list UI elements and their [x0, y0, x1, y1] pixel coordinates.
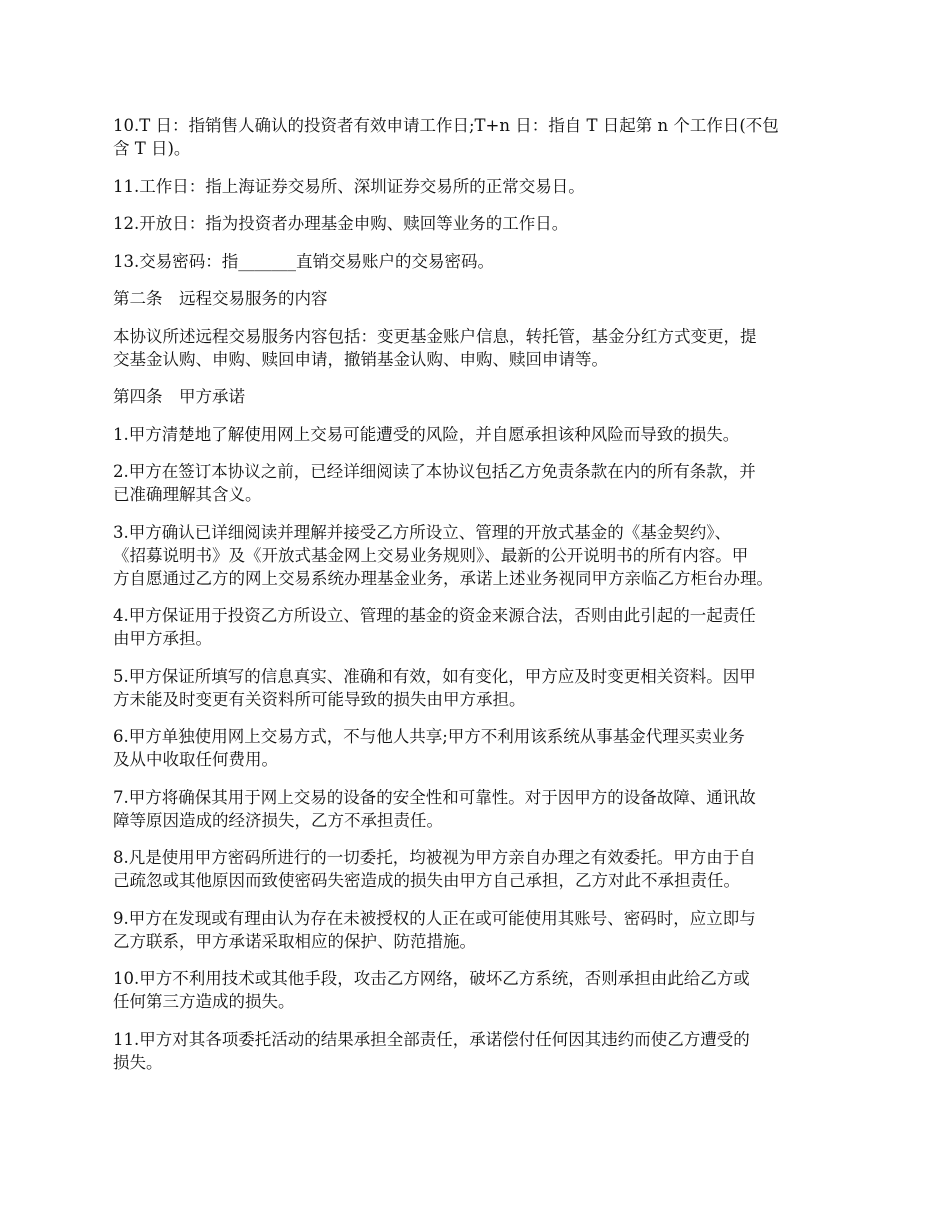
text-line: 6.甲方单独使用网上交易方式，不与他人共享;甲方不利用该系统从事基金代理买卖业务	[113, 727, 745, 746]
text-line: 7.甲方将确保其用于网上交易的设备的安全性和可靠性。对于因甲方的设备故障、通讯故	[113, 787, 756, 807]
text-line: 己疏忽或其他原因而致使密码失密造成的损失由甲方自己承担，乙方对此不承担责任。	[113, 871, 740, 890]
text-line: 第二条 远程交易服务的内容	[113, 289, 328, 308]
service-content-paragraph	[113, 325, 850, 371]
text-line: 3.甲方确认已详细阅读并理解并接受乙方所设立、管理的开放式基金的《基金契约》、	[113, 522, 731, 542]
definition-trading-password	[113, 250, 850, 273]
text-line: 损失。	[113, 1052, 163, 1072]
text-line: 4.甲方保证用于投资乙方所设立、管理的基金的资金来源合法，否则由此引起的一起责任	[113, 606, 756, 625]
text-line: 9.甲方在发现或有理由认为存在未被授权的人正在或可能使用其账号、密码时，应立即与	[113, 908, 756, 928]
text-line: 方未能及时变更有关资料所可能导致的损失由甲方承担。	[113, 689, 526, 709]
text-line: 已准确理解其含义。	[113, 485, 262, 504]
text-line: 13.交易密码：指_______直销交易账户的交易密码。	[113, 251, 494, 271]
text-line: 10.T 日：指销售人确认的投资者有效申请工作日;T+n 日：指自 T 日起第 n 个工作日(不包	[113, 116, 779, 135]
text-line: 2.甲方在签订本协议之前，已经详细阅读了本协议包括乙方免责条款在内的所有条款，并	[113, 462, 756, 481]
text-line: 本协议所述远程交易服务内容包括：变更基金账户信息，转托管，基金分红方式变更，提	[113, 326, 757, 346]
text-line: 含 T 日)。	[113, 139, 191, 158]
commitment-item-2	[113, 460, 850, 506]
text-line: 11.甲方对其各项委托活动的结果承担全部责任，承诺偿付任何因其违约而使乙方遭受的	[113, 1029, 750, 1049]
text-line: 乙方联系，甲方承诺采取相应的保护、防范措施。	[113, 931, 476, 951]
text-line: 由甲方承担。	[113, 629, 212, 648]
commitment-item-6	[113, 725, 850, 771]
commitment-item-7	[113, 786, 850, 832]
text-line: 第四条 甲方承诺	[113, 387, 245, 406]
definition-working-day	[113, 175, 850, 198]
commitment-item-11	[113, 1028, 850, 1074]
commitment-item-9	[113, 907, 850, 953]
commitment-item-10	[113, 967, 850, 1013]
commitment-item-3	[113, 521, 850, 590]
text-line: 及从中收取任何费用。	[113, 750, 278, 769]
text-line: 障等原因造成的经济损失，乙方不承担责任。	[113, 810, 443, 830]
definition-t-day	[113, 114, 850, 160]
section-heading-article-4	[113, 385, 850, 408]
text-line: 方自愿通过乙方的网上交易系统办理基金业务，承诺上述业务视同甲方亲临乙方柜台办理。	[113, 568, 773, 588]
text-line: 交基金认购、申购、赎回申请，撤销基金认购、申购、赎回申请等。	[113, 349, 608, 369]
section-heading-article-2	[113, 287, 850, 310]
commitment-item-5	[113, 665, 850, 711]
text-line: 11.工作日：指上海证券交易所、深圳证券交易所的正常交易日。	[113, 176, 585, 196]
commitment-item-1	[113, 423, 850, 446]
commitment-item-8	[113, 846, 850, 892]
text-line: 8.凡是使用甲方密码所进行的一切委托，均被视为甲方亲自办理之有效委托。甲方由于自	[113, 848, 756, 867]
definition-open-day	[113, 212, 850, 235]
text-line: 《招募说明书》及《开放式基金网上交易业务规则》、最新的公开说明书的所有内容。甲	[113, 545, 749, 565]
text-line: 12.开放日：指为投资者办理基金申购、赎回等业务的工作日。	[113, 214, 569, 233]
text-line: 5.甲方保证所填写的信息真实、准确和有效，如有变化，甲方应及时变更相关资料。因甲	[113, 666, 756, 686]
text-line: 1.甲方清楚地了解使用网上交易可能遭受的风险，并自愿承担该种风险而导致的损失。	[113, 424, 740, 444]
commitment-item-4	[113, 604, 850, 650]
text-line: 任何第三方造成的损失。	[113, 992, 295, 1011]
text-line: 10.甲方不利用技术或其他手段，攻击乙方网络，破坏乙方系统，否则承担由此给乙方或	[113, 969, 750, 988]
document-body	[113, 114, 850, 1088]
